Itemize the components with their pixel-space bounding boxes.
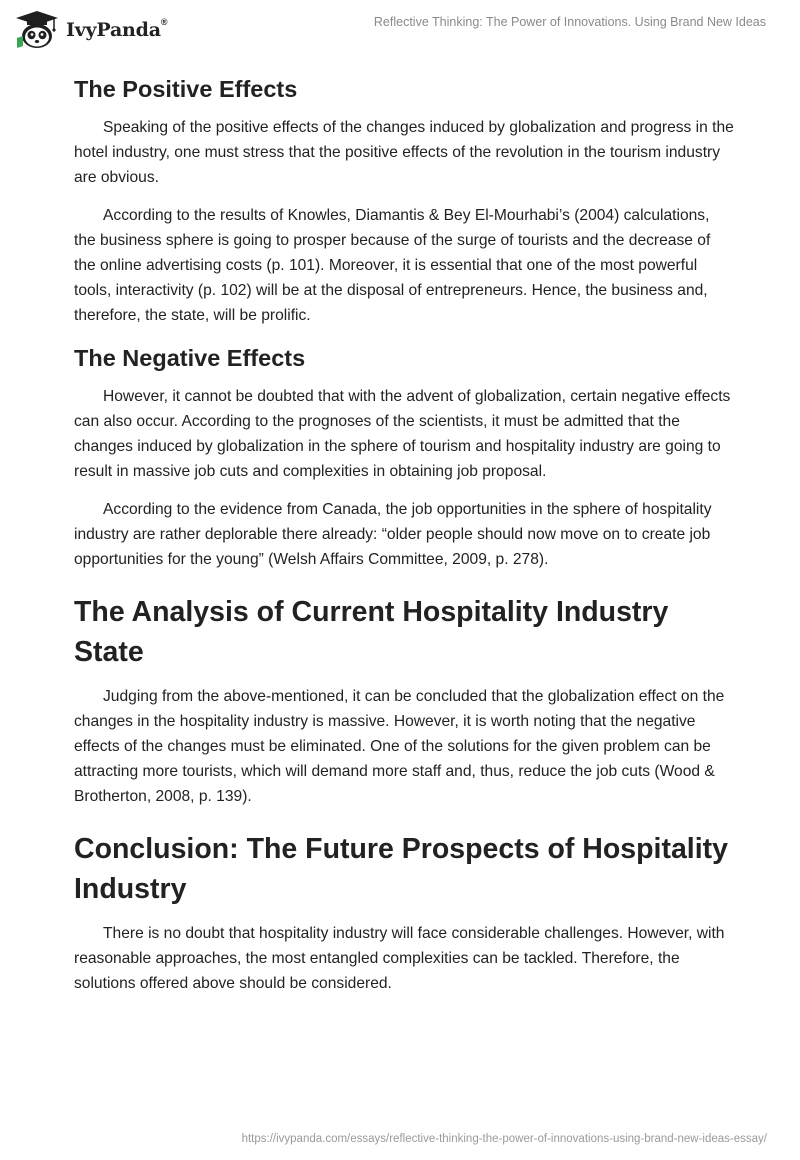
section-heading-negative-effects: The Negative Effects [74, 345, 306, 371]
paragraph: According to the evidence from Canada, the job opportunities in the sphere of hospitality industry are rather deplorable there already: “older people should now move on to create job opportunities for the young” (Welsh Affairs Committee, 2009, p. 278). [74, 501, 712, 568]
document-title: Reflective Thinking: The Power of Innovations. Using Brand New Ideas [373, 15, 766, 29]
page-header [0, 0, 800, 60]
paragraph: According to the results of Knowles, Diamantis & Bey El-Mourhabi’s (2004) calculations, the business sphere is going to prosper because of the surge of tourists and the decrease of the online advertising costs (p. 101). Moreover, it is essential that one of the most powerful tools, interactivity (p. 102) will be at the disposal of entrepreneurs. Hence, the business and, therefore, the state, will be prolific. [74, 207, 711, 324]
paragraph: There is no doubt that hospitality industry will face considerable challenges. However, with reasonable approaches, the most entangled complexities can be tackled. Therefore, the solutions offered above should be considered. [74, 925, 725, 992]
logo[interactable] [14, 10, 167, 50]
section-heading-conclusion: Conclusion: The Future Prospects of Hospitality Industry [74, 833, 728, 905]
paragraph: Speaking of the positive effects of the changes induced by globalization and progress in the hotel industry, one must stress that the positive effects of the revolution in the tourism industry are obvious. [74, 119, 734, 186]
logo-text: IvyPanda® [66, 17, 168, 41]
section-heading-positive-effects: The Positive Effects [74, 76, 298, 102]
essay-body [74, 72, 734, 1009]
section-heading-analysis: The Analysis of Current Hospitality Industry State [74, 596, 669, 668]
paragraph: However, it cannot be doubted that with the advent of globalization, certain negative effects can also occur. According to the prognoses of the scientists, it must be admitted that the changes induced by globalization in the sphere of tourism and hospitality industry are going to result in massive job cuts and complexities in obtaining job proposal. [74, 388, 731, 480]
panda-logo-icon [14, 10, 60, 50]
paragraph: Judging from the above-mentioned, it can be concluded that the globalization effect on the changes in the hospitality industry is massive. However, it is worth noting that the negative effects of the changes must be eliminated. One of the solutions for the given problem can be attracting more tourists, which will demand more staff and, thus, reduce the job cuts (Wood & Brotherton, 2008, p. 139). [74, 688, 725, 805]
source-url[interactable]: https://ivypanda.com/essays/reflective-thinking-the-power-of-innovations-using-brand-new-ideas-essay/ [241, 1133, 767, 1145]
